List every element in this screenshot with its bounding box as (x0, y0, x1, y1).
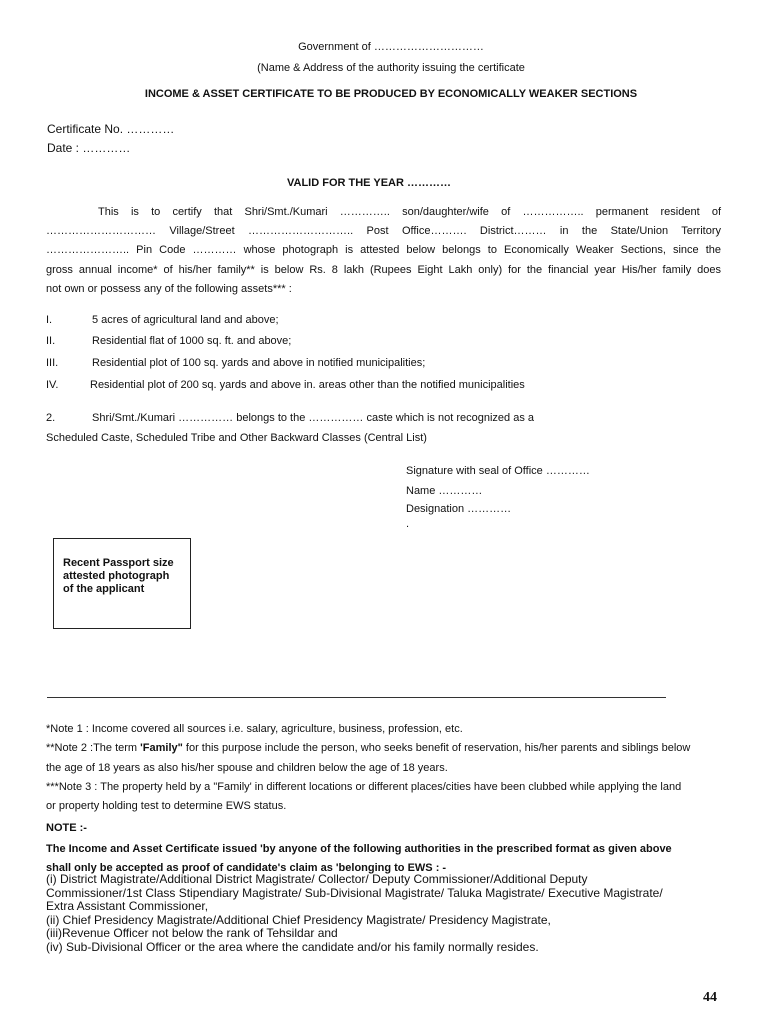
photo-box-label: Recent Passport size (63, 557, 174, 569)
horizontal-rule (47, 697, 666, 698)
footnotes (46, 720, 736, 816)
certificate-number-field: Certificate No. ………… (47, 122, 175, 136)
authority-item: Extra Assistant Commissioner, (46, 899, 209, 914)
footnote-2-continued: the age of 18 years as also his/her spouse and children below the age of 18 years. (46, 761, 448, 774)
page-number: 44 (703, 990, 717, 1005)
note-heading: NOTE :- (46, 822, 87, 834)
paragraph-line: ………………….. Pin Code ………… whose photograph is attested below belongs to Economically Weaker Sections, since the (46, 244, 721, 257)
footnote-2 (46, 739, 736, 758)
authority-item: (iv) Sub-Divisional Officer or the area where the candidate and/or his family normally resides. (46, 939, 539, 954)
authority-item: (ii) Chief Presidency Magistrate/Additional Chief Presidency Magistrate/ Presidency Magistrate, (46, 912, 551, 927)
caste-clause-number: 2. (46, 412, 56, 424)
paragraph-line: gross annual income* of his/her family** is below Rs. 8 lakh (Rupees Eight Lakh only) for the financial year His/her family does (46, 263, 721, 276)
valid-for-year: VALID FOR THE YEAR ………… (287, 177, 451, 189)
caste-clause-line: Scheduled Caste, Scheduled Tribe and Other Backward Classes (Central List) (46, 432, 427, 444)
designation-field: Designation ………… (406, 503, 512, 515)
name-field: Name ………… (406, 485, 483, 497)
passport-photo-box (53, 538, 191, 629)
asset-item: Residential flat of 1000 sq. ft. and above; (92, 335, 292, 347)
note-line: The Income and Asset Certificate issued 'by anyone of the following authorities in the prescribed format as given above (46, 843, 672, 855)
government-line: Government of ………………………… (298, 41, 484, 53)
issuing-authority-line: (Name & Address of the authority issuing the certificate (257, 62, 525, 74)
footnote-3-continued: or property holding test to determine EWS status. (46, 800, 287, 813)
asset-item: 5 acres of agricultural land and above; (92, 314, 279, 326)
signature-field: Signature with seal of Office ………… (406, 465, 590, 477)
paragraph-line: not own or possess any of the following assets*** : (46, 282, 292, 295)
asset-number: II. (46, 335, 56, 347)
certification-paragraph (46, 203, 721, 299)
footnote-2-prefix: **Note 2 :The term (46, 742, 141, 755)
asset-item: Residential plot of 100 sq. yards and above in notified municipalities; (92, 357, 426, 369)
footnote-2-text: for this purpose include the person, who seeks benefit of reservation, his/her parents and siblings below (182, 742, 691, 755)
date-field: Date : ………… (47, 141, 131, 155)
asset-number: IV. (46, 379, 59, 391)
asset-number: III. (46, 357, 59, 369)
signature-block-dot: . (406, 518, 410, 530)
footnote-2-term: 'Family" (140, 742, 183, 755)
photo-box-label: of the applicant (63, 583, 145, 595)
footnote-1: *Note 1 : Income covered all sources i.e. salary, agriculture, business, profession, etc. (46, 723, 463, 735)
certificate-title: INCOME & ASSET CERTIFICATE TO BE PRODUCED BY ECONOMICALLY WEAKER SECTIONS (144, 88, 638, 100)
photo-box-label: attested photograph (63, 570, 170, 582)
asset-item: Residential plot of 200 sq. yards and above in. areas other than the notified municipalities (90, 379, 525, 391)
asset-number: I. (46, 314, 53, 326)
paragraph-line: This is to certify that Shri/Smt./Kumari ………….. son/daughter/wife of …………….. permanent resident of (98, 206, 721, 218)
footnote-3: ***Note 3 : The property held by a "Family' in different locations or different places/cities have been clubbed while applying the land (46, 780, 682, 793)
caste-clause-line: Shri/Smt./Kumari …………… belongs to the …………… caste which is not recognized as a (92, 412, 534, 424)
authority-item: (i) District Magistrate/Additional District Magistrate/ Collector/ Deputy Commissioner/Additional Deputy (46, 872, 588, 886)
authority-item: (iii)Revenue Officer not below the rank of Tehsildar and (46, 926, 338, 941)
authority-item: Commissioner/1st Class Stipendiary Magistrate/ Sub-Divisional Magistrate/ Taluka Magistrate/ Executive Magistrate/ (46, 885, 663, 900)
note-line: shall only be accepted as proof of candidate's claim as 'belonging to EWS : - (46, 862, 447, 874)
paragraph-line: ………………………… Village/Street ……………………….. Post Office………. District……… in the State/Union Territory (46, 225, 721, 238)
authorities-list (46, 873, 726, 955)
